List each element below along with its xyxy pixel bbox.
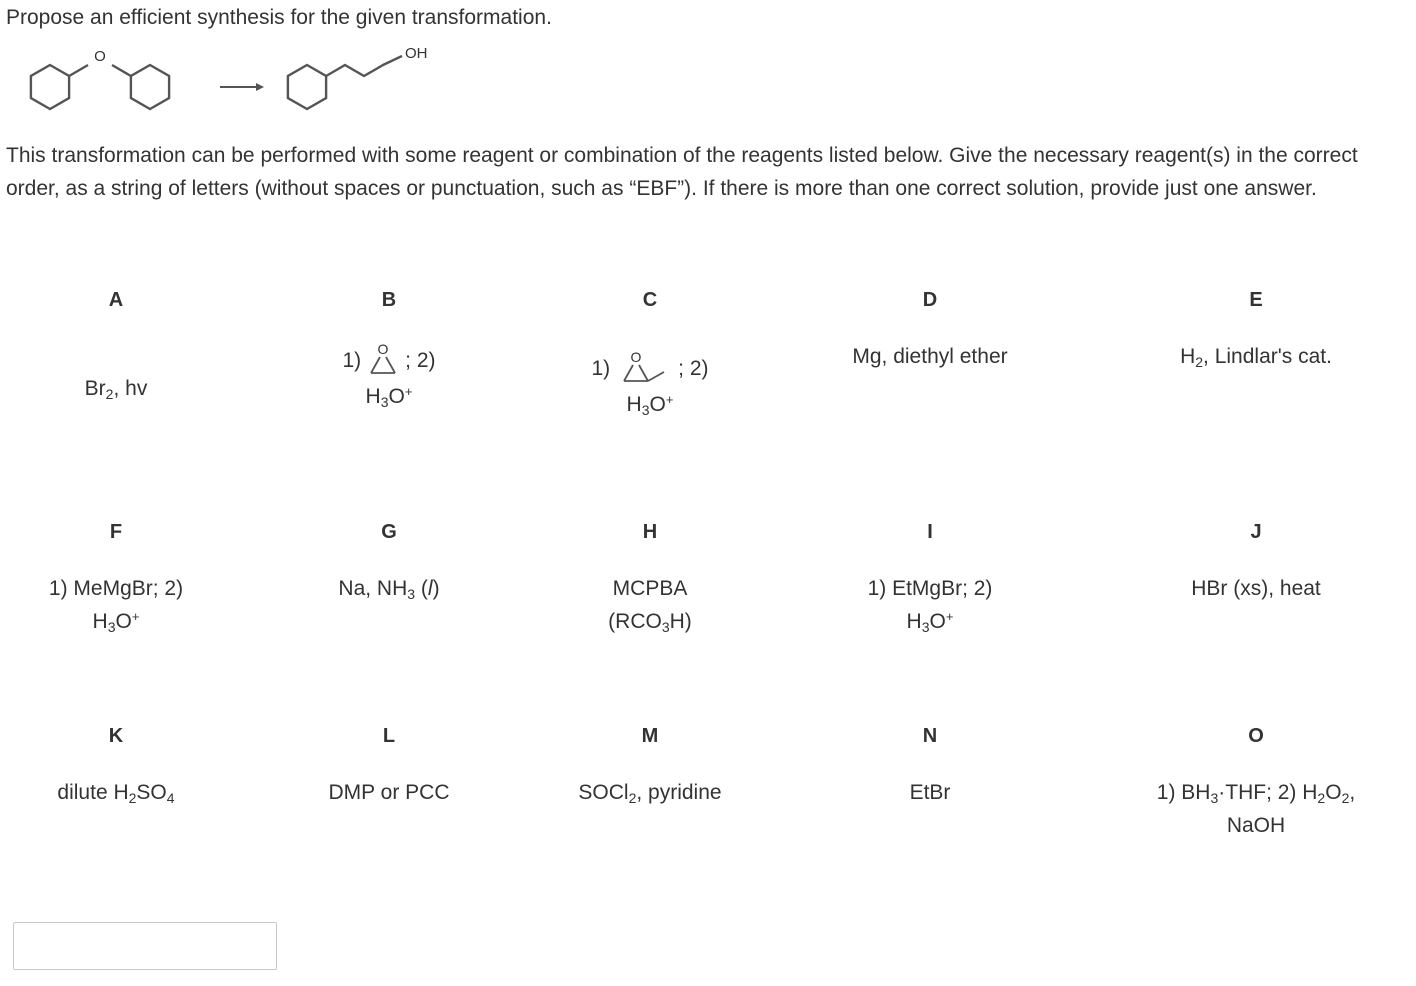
reagent-text: Na, $NH_3$ (l) [338,577,440,602]
reagent-option-f [1,520,231,638]
ether-bond-right [112,65,131,76]
reagent-text: $H_2$, Lindlar's cat. [1180,345,1332,370]
reagent-text: MCPBA $(RCO_3H)$ [608,577,692,635]
propylene-oxide-icon [614,348,674,388]
reagent-option-j [1141,520,1371,605]
reagent-option-h [535,520,765,638]
reagent-letter: M [641,725,659,747]
answer-input[interactable] [13,922,277,970]
reagent-letter: B [381,289,397,311]
reagent-letter: N [922,725,938,747]
reagent-letter: A [108,289,124,311]
cyclohexane-ring-left [31,65,69,109]
reagent-option-e [1141,288,1371,373]
cyclohexane-ring-product [288,65,326,109]
reagent-letter: I [927,521,933,543]
step-two-label: ; 2) [405,348,436,372]
reagent-text: DMP or PCC [328,781,450,804]
reagent-letter: H [642,521,658,543]
svg-text:O: O [630,349,642,365]
reagent-letter: F [109,521,123,543]
hydroxyl-label: OH [405,45,428,62]
acid-workup: $H_3O^+$ [365,384,413,410]
reagent-option-m [535,724,765,809]
reagent-text: 1) $BH_3\cdot THF$; 2) $H_2O_2$, NaOH [1156,781,1356,837]
ether-bond-left [69,65,88,76]
step-one-label: 1) [591,356,611,380]
step-one-label: 1) [342,348,362,372]
reagent-option-b [274,288,504,413]
reagent-letter: K [108,725,124,747]
step-two-label: ; 2) [678,356,709,380]
reagent-text [535,348,765,421]
reagent-letter: L [382,725,396,747]
reagent-option-l [274,724,504,809]
reaction-scheme [8,40,468,120]
reagent-option-a [1,288,231,405]
reagent-text: SOCl$_2$, pyridine [578,781,722,806]
reagent-text [274,340,504,413]
instructions-text: This transformation can be performed with some reagent or combination of the reagents listed below. Give the necessary reagent(s) in the correct order, as a string of letters (without spaces or punctuation, such as “EBF”). If there is more than one correct solution, provide just one answer. [6,144,1358,200]
reagent-option-k [1,724,231,809]
reagent-option-g [274,520,504,605]
reaction-arrow-head [256,83,264,91]
reagent-letter: G [381,521,397,543]
reagent-letter: C [642,289,658,311]
reagent-text: $Br_2$, hv [84,377,148,402]
question-prompt: Propose an efficient synthesis for the given transformation. [6,6,552,29]
reagent-text: HBr (xs), heat [1191,577,1321,600]
svg-text:O: O [377,341,389,357]
reagent-option-o [1141,724,1371,842]
reagent-text: Mg, diethyl ether [852,345,1008,368]
ethyl-chain [326,56,402,76]
ethylene-oxide-icon [365,340,401,380]
reagent-letter: E [1249,289,1263,311]
ether-oxygen-label: O [94,48,106,65]
reagent-text: 1) EtMgBr; 2) $H_3O^+$ [867,577,993,635]
reagent-option-c [535,288,765,421]
reagent-text: dilute $H_2SO_4$ [57,781,175,806]
acid-workup: $H_3O^+$ [626,392,674,418]
reagent-option-i [815,520,1045,638]
reagent-text: 1) MeMgBr; 2) $H_3O^+$ [48,577,184,635]
reagent-option-d [815,288,1045,373]
cyclohexane-ring-right [131,65,169,109]
reagent-option-n [815,724,1045,809]
reagent-letter: D [922,289,938,311]
reagent-letter: O [1248,725,1264,747]
reagent-letter: J [1250,521,1262,543]
reagent-text: EtBr [909,781,951,804]
